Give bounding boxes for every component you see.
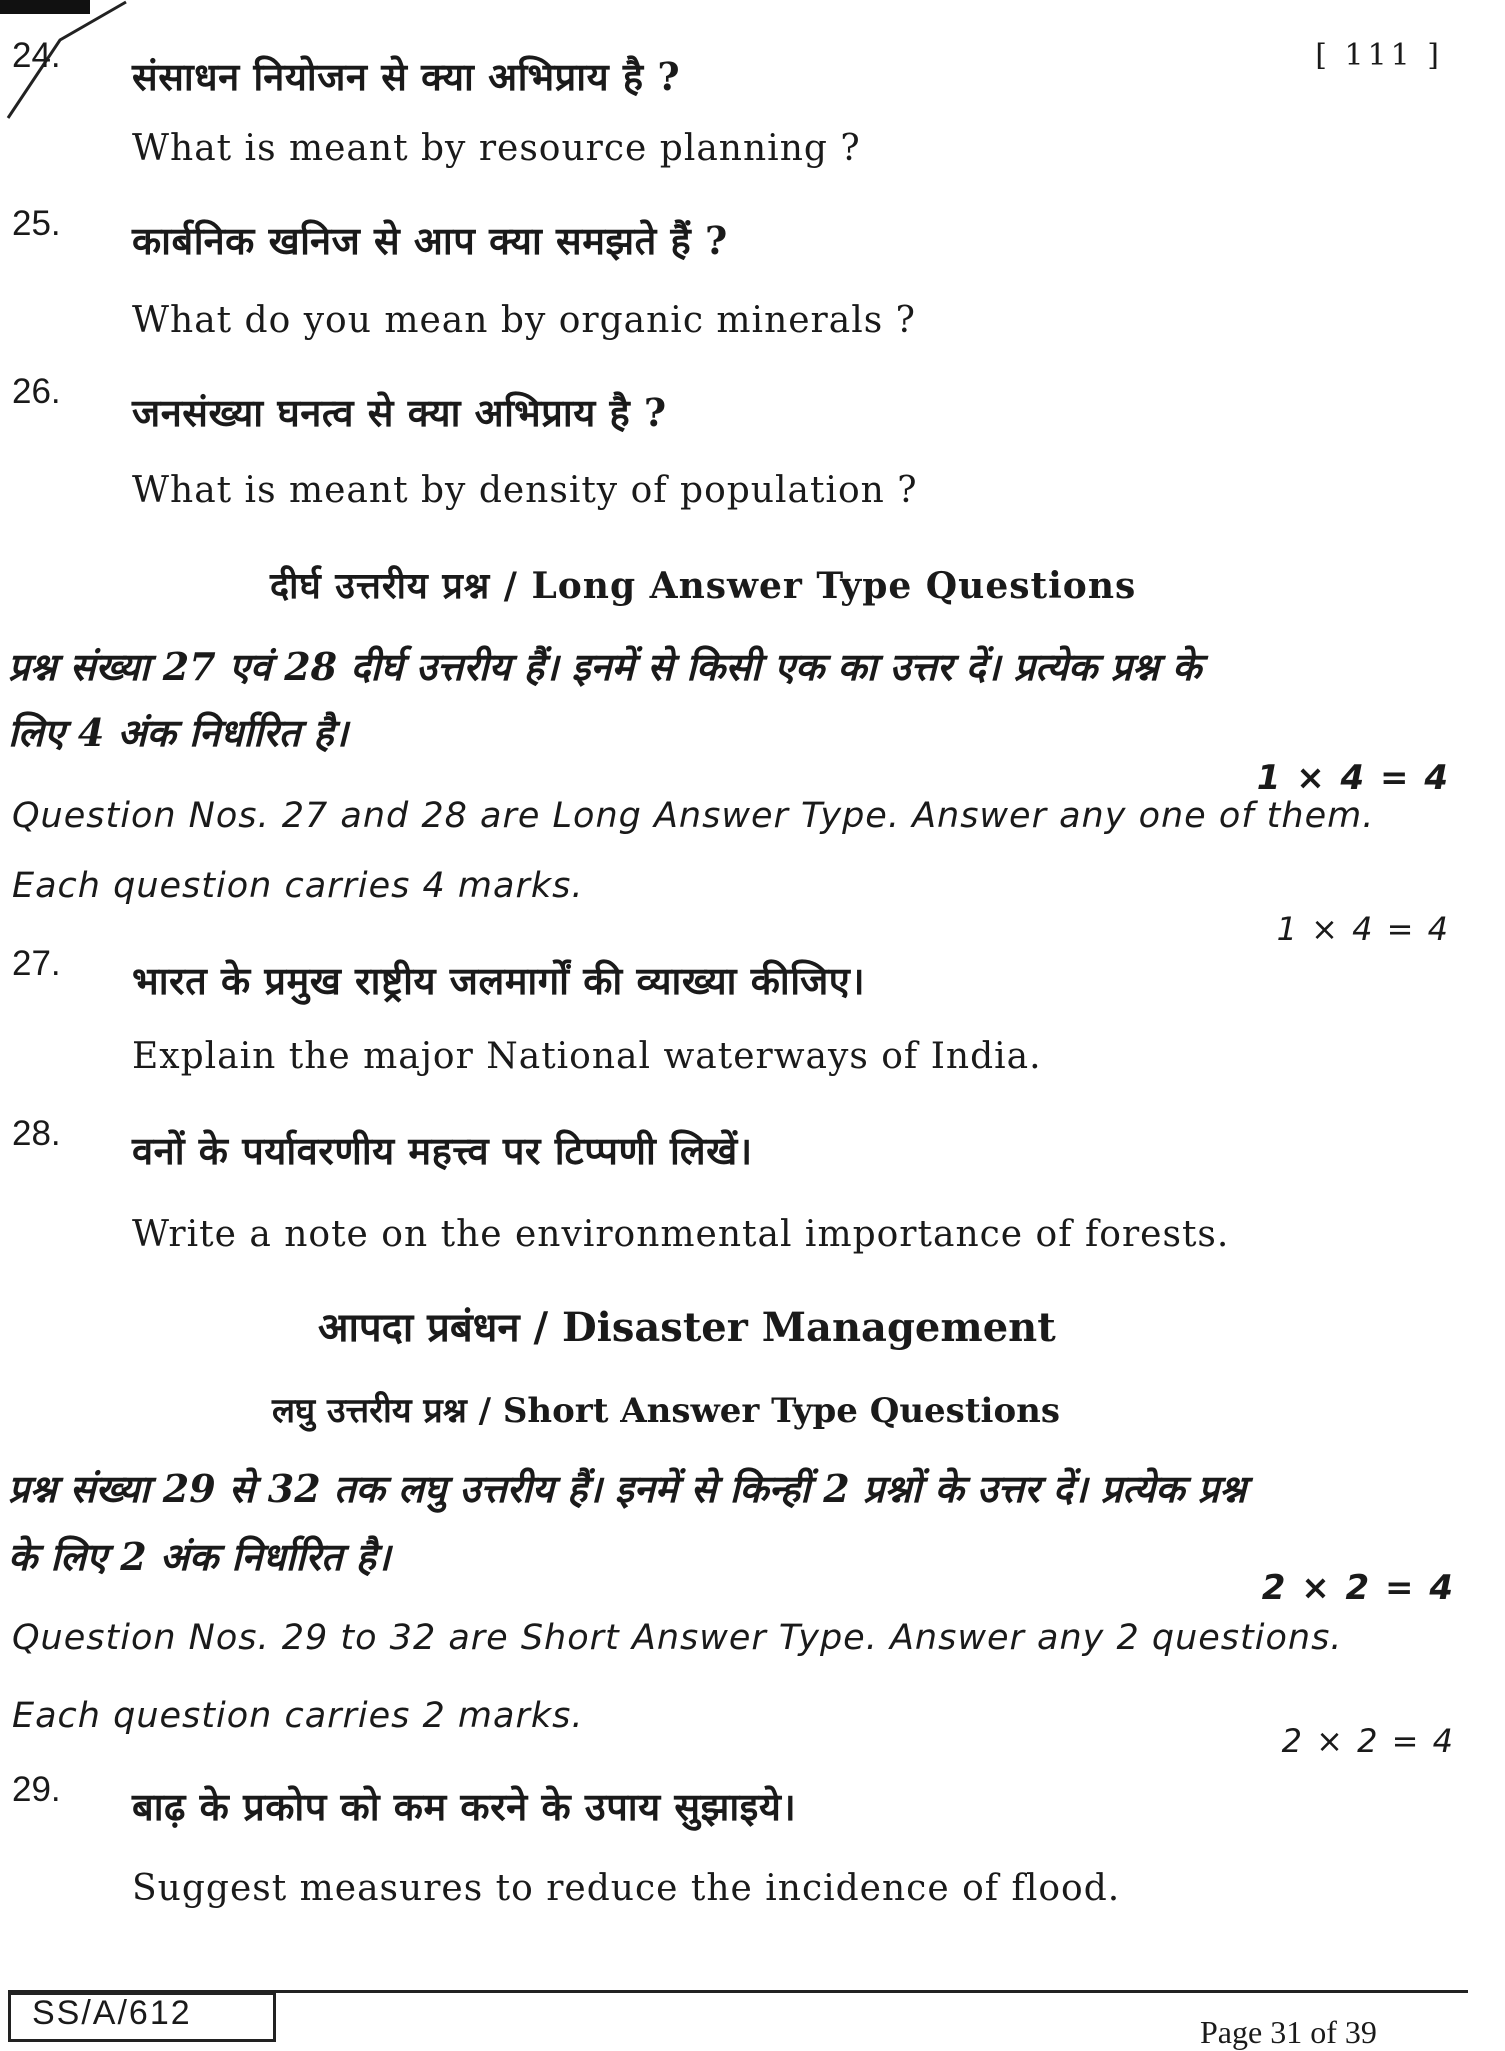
question-hindi: कार्बनिक खनिज से आप क्या समझते हैं ? [132,218,728,263]
question-english: What is meant by resource planning ? [132,128,861,169]
instruction-english-line2: Each question carries 2 marks. [12,1696,584,1736]
question-hindi: बाढ़ के प्रकोप को कम करने के उपाय सुझाइये। [132,1784,797,1829]
instruction-hindi-line1: प्रश्न संख्या 27 एवं 28 दीर्घ उत्तरीय हैं। इनमें से किसी एक का उत्तर दें। प्रत्येक प्रश्न के [8,644,1202,689]
question-hindi: संसाधन नियोजन से क्या अभिप्राय है ? [132,54,681,99]
question-english: Explain the major National waterways of India. [132,1036,1042,1077]
marks-allocation: 1 × 4 = 4 [1256,758,1450,798]
question-english: Write a note on the environmental importance of forests. [132,1214,1230,1255]
question-hindi: जनसंख्या घनत्व से क्या अभिप्राय है ? [132,390,667,435]
instruction-english-line1: Question Nos. 29 to 32 are Short Answer Type. Answer any 2 questions. [12,1618,1343,1658]
question-number: 26. [12,372,61,411]
question-english: What is meant by density of population ? [132,470,918,511]
marks-allocation: 2 × 2 = 4 [1261,1568,1455,1608]
question-hindi: वनों के पर्यावरणीय महत्त्व पर टिप्पणी लिखें। [132,1128,753,1173]
question-english: What do you mean by organic minerals ? [132,300,916,341]
question-number: 29. [12,1770,61,1809]
page-code: [ 111 ] [1315,38,1443,73]
question-number: 25. [12,204,61,243]
section-title-disaster-management: आपदा प्रबंधन / Disaster Management [318,1304,1056,1351]
question-hindi: भारत के प्रमुख राष्ट्रीय जलमार्गों की व्याख्या कीजिए। [132,958,866,1003]
instruction-english-line1: Question Nos. 27 and 28 are Long Answer Type. Answer any one of them. [12,796,1375,836]
section-heading-long-answer [270,560,1136,609]
question-english: Suggest measures to reduce the incidence of flood. [132,1868,1121,1909]
instruction-hindi-line1: प्रश्न संख्या 29 से 32 तक लघु उत्तरीय हैं। इनमें से किन्हीं 2 प्रश्नों के उत्तर दें। प्रत्येक प्रश्न [8,1466,1247,1511]
instruction-hindi-line2: लिए 4 अंक निर्धारित है। [8,710,348,755]
question-number: 27. [12,944,61,983]
marks-allocation: 2 × 2 = 4 [1281,1722,1455,1760]
paper-code: SS/A/612 [32,1994,192,2032]
instruction-hindi-line2: के लिए 2 अंक निर्धारित है। [8,1534,391,1579]
marks-allocation: 1 × 4 = 4 [1276,910,1450,948]
question-number: 28. [12,1114,61,1153]
page-number: Page 31 of 39 [1200,2014,1377,2050]
subheading-short-answer: लघु उत्तरीय प्रश्न / Short Answer Type Questions [272,1391,1060,1431]
question-number: 24. [12,36,61,75]
instruction-english-line2: Each question carries 4 marks. [12,866,584,906]
section-heading-text: दीर्घ उत्तरीय प्रश्न / Long Answer Type Questions [270,565,1137,607]
